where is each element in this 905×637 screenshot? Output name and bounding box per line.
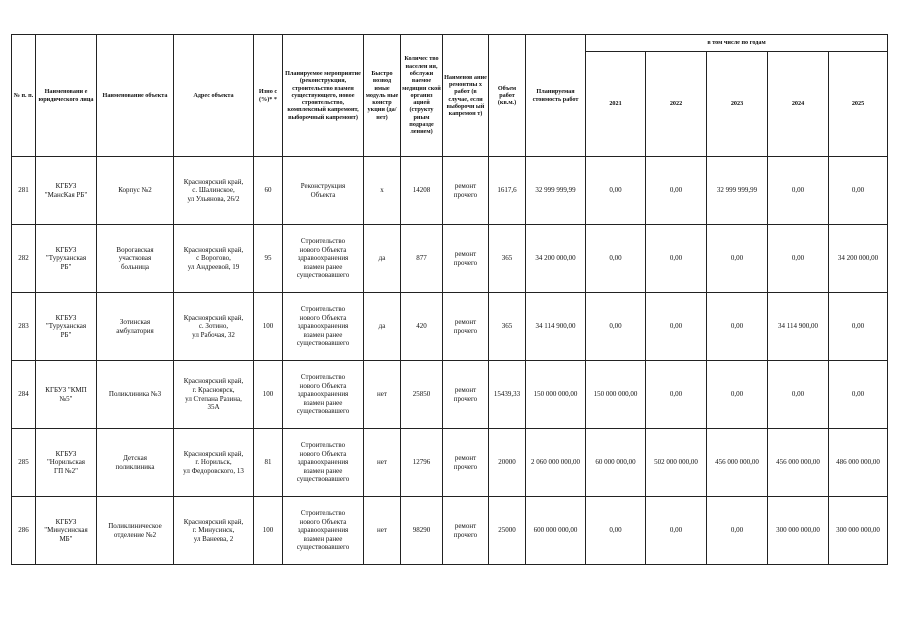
cell-wear: 81: [254, 429, 283, 497]
cell-object: [97, 225, 174, 293]
cell-address-line: ул Ванеева, 2: [193, 534, 234, 543]
cell-num: 284: [12, 361, 36, 429]
cell-object-line: Ворогавская: [116, 245, 154, 254]
cell-cost: 34 114 900,00: [526, 293, 586, 361]
cell-planned-measure-line: существовавшего: [296, 475, 350, 484]
cell-repair-works-line: прочего: [453, 258, 478, 267]
cell-address-line: ул Федоровского, 13: [183, 466, 244, 475]
cell-volume: 25000: [489, 497, 526, 565]
table-body: [12, 157, 888, 565]
cell-org-line: "Минусинская: [44, 526, 88, 535]
cell-address-line: ул Ульянова, 26/2: [187, 194, 240, 203]
cell-population: 25850: [401, 361, 443, 429]
cell-org-line: ГП №2": [54, 466, 78, 475]
cell-address-line: Красноярский край,: [183, 177, 244, 186]
cell-planned-measure-line: Строительство: [300, 509, 346, 518]
header-num: № п. п.: [12, 35, 36, 157]
table-row: [12, 225, 888, 293]
cell-year-amount: 0,00: [646, 497, 707, 565]
cell-modular: да: [364, 225, 401, 293]
cell-address-line: с Ворогово,: [196, 254, 231, 263]
cell-planned-measure-line: Строительство: [300, 373, 346, 382]
cell-year-amount: 0,00: [768, 225, 829, 293]
cell-modular: да: [364, 293, 401, 361]
cell-repair-works-line: ремонт: [454, 317, 477, 326]
cell-wear: 100: [254, 497, 283, 565]
cell-year-amount: 456 000 000,00: [768, 429, 829, 497]
table-row: [12, 361, 888, 429]
cell-repair-works-line: ремонт: [454, 385, 477, 394]
cell-address-line: с. Шалинское,: [192, 186, 235, 195]
cell-address: [174, 429, 254, 497]
cell-planned-measure-line: Строительство: [300, 441, 346, 450]
cell-wear: 100: [254, 361, 283, 429]
investment-table: [11, 34, 888, 565]
cell-year-amount: 486 000 000,00: [829, 429, 888, 497]
cell-org-line: МБ": [59, 534, 73, 543]
header-year: 2022: [646, 52, 707, 157]
cell-num: 282: [12, 225, 36, 293]
cell-population: 98290: [401, 497, 443, 565]
cell-object-line: поликлиника: [115, 462, 155, 471]
header-repair-works: Наименов ание ремонтны х работ (в случае, если выборочн ый капремон т): [443, 35, 489, 157]
cell-address-line: ул Рабочая, 32: [192, 330, 235, 339]
cell-org-line: КГБУЗ: [55, 449, 77, 458]
cell-org: [36, 225, 97, 293]
cell-object-line: Зотинская: [119, 317, 151, 326]
cell-object-line: участковая: [118, 254, 152, 263]
cell-cost: 34 200 000,00: [526, 225, 586, 293]
cell-address-line: г. Красноярск,: [192, 385, 235, 394]
cell-repair-works: [443, 361, 489, 429]
cell-volume: 15439,33: [489, 361, 526, 429]
cell-modular: нет: [364, 429, 401, 497]
cell-year-amount: 300 000 000,00: [768, 497, 829, 565]
cell-num: 286: [12, 497, 36, 565]
cell-planned-measure: [283, 293, 364, 361]
cell-object-line: Детская: [123, 453, 147, 462]
cell-population: 420: [401, 293, 443, 361]
cell-planned-measure-line: нового Объекта: [299, 313, 347, 322]
header-year: 2024: [768, 52, 829, 157]
cell-object: [97, 293, 174, 361]
cell-object: [97, 429, 174, 497]
cell-num: 285: [12, 429, 36, 497]
cell-planned-measure-line: Строительство: [300, 237, 346, 246]
cell-repair-works-line: прочего: [453, 462, 478, 471]
cell-year-amount: 456 000 000,00: [707, 429, 768, 497]
cell-org: [36, 497, 97, 565]
cell-year-amount: 0,00: [707, 293, 768, 361]
cell-modular: нет: [364, 497, 401, 565]
cell-org: [36, 361, 97, 429]
cell-address-line: Красноярский край,: [183, 377, 244, 386]
cell-volume: 1617,6: [489, 157, 526, 225]
cell-year-amount: 0,00: [586, 225, 646, 293]
cell-year-amount: 34 114 900,00: [768, 293, 829, 361]
cell-address: [174, 293, 254, 361]
cell-planned-measure-line: здравоохранения: [297, 526, 349, 535]
cell-address-line: ул Степана Разина,: [185, 394, 242, 403]
cell-address-line: Красноярский край,: [183, 449, 244, 458]
cell-population: 12796: [401, 429, 443, 497]
cell-org-line: КГБУЗ: [55, 313, 77, 322]
cell-address-line: г. Минусинск,: [192, 526, 235, 535]
cell-repair-works-line: прочего: [453, 530, 478, 539]
cell-planned-measure: [283, 497, 364, 565]
header-year: 2021: [586, 52, 646, 157]
cell-year-amount: 502 000 000,00: [646, 429, 707, 497]
cell-year-amount: 0,00: [586, 293, 646, 361]
cell-year-amount: 0,00: [829, 361, 888, 429]
cell-planned-measure-line: взамен ранее: [303, 534, 343, 543]
table-row: [12, 293, 888, 361]
cell-cost: 150 000 000,00: [526, 361, 586, 429]
cell-planned-measure-line: взамен ранее: [303, 330, 343, 339]
cell-year-amount: 0,00: [768, 157, 829, 225]
header-cost: Планируемая стоимость работ: [526, 35, 586, 157]
cell-repair-works-line: ремонт: [454, 181, 477, 190]
cell-address: [174, 225, 254, 293]
cell-year-amount: 0,00: [646, 225, 707, 293]
cell-planned-measure-line: здравоохранения: [297, 254, 349, 263]
cell-repair-works: [443, 157, 489, 225]
cell-planned-measure-line: существовавшего: [296, 407, 350, 416]
cell-planned-measure-line: существовавшего: [296, 339, 350, 348]
cell-year-amount: 0,00: [768, 361, 829, 429]
header-address: Адрес объекта: [174, 35, 254, 157]
cell-object-line: Корпус №2: [118, 186, 152, 195]
cell-org-line: РБ": [60, 262, 72, 271]
cell-planned-measure-line: Объекта: [310, 190, 336, 199]
cell-repair-works: [443, 497, 489, 565]
cell-org-line: КГБУЗ: [55, 245, 77, 254]
cell-planned-measure: [283, 225, 364, 293]
cell-object-line: Поликлиника №3: [108, 390, 162, 399]
cell-year-amount: 0,00: [707, 497, 768, 565]
table-row: [12, 497, 888, 565]
cell-num: 283: [12, 293, 36, 361]
cell-volume: 365: [489, 293, 526, 361]
cell-object-line: амбулатория: [116, 326, 154, 335]
header-volume: Объем работ (кв.м.): [489, 35, 526, 157]
cell-planned-measure-line: взамен ранее: [303, 466, 343, 475]
cell-address-line: 35А: [207, 403, 220, 412]
cell-population: 14208: [401, 157, 443, 225]
cell-volume: 20000: [489, 429, 526, 497]
cell-object-line: Поликлиническое: [108, 521, 162, 530]
cell-planned-measure: [283, 361, 364, 429]
cell-planned-measure-line: нового Объекта: [299, 381, 347, 390]
cell-year-amount: 32 999 999,99: [707, 157, 768, 225]
cell-repair-works-line: прочего: [453, 190, 478, 199]
cell-org-line: №5": [59, 394, 73, 403]
table-row: [12, 157, 888, 225]
cell-address-line: с. Зотино,: [198, 322, 229, 331]
cell-volume: 365: [489, 225, 526, 293]
cell-repair-works-line: ремонт: [454, 249, 477, 258]
cell-org-line: "МансКая РБ": [44, 190, 88, 199]
cell-year-amount: 0,00: [646, 361, 707, 429]
cell-planned-measure-line: Реконструкция: [300, 181, 346, 190]
cell-object-line: больница: [121, 262, 149, 271]
cell-planned-measure-line: взамен ранее: [303, 262, 343, 271]
cell-planned-measure-line: нового Объекта: [299, 245, 347, 254]
cell-address-line: ул Андреевой, 19: [187, 262, 240, 271]
header-years-group: в том числе по годам: [586, 35, 888, 52]
cell-year-amount: 0,00: [646, 157, 707, 225]
cell-repair-works-line: ремонт: [454, 453, 477, 462]
cell-year-amount: 0,00: [707, 361, 768, 429]
cell-year-amount: 34 200 000,00: [829, 225, 888, 293]
header-year: 2025: [829, 52, 888, 157]
cell-planned-measure-line: существовавшего: [296, 543, 350, 552]
cell-year-amount: 0,00: [646, 293, 707, 361]
cell-address: [174, 361, 254, 429]
cell-org-line: КГБУЗ: [55, 181, 77, 190]
cell-org-line: РБ": [60, 330, 72, 339]
cell-year-amount: 150 000 000,00: [586, 361, 646, 429]
cell-address: [174, 497, 254, 565]
header-planned-measure: Планируемое мероприятие (реконструкция, строительство взамен существующего, новое строительство, комплексный капремонт, выборочный капремонт): [283, 35, 364, 157]
cell-planned-measure-line: взамен ранее: [303, 398, 343, 407]
cell-cost: 600 000 000,00: [526, 497, 586, 565]
cell-wear: 95: [254, 225, 283, 293]
cell-org-line: "Туруханская: [45, 254, 87, 263]
cell-org: [36, 429, 97, 497]
cell-planned-measure-line: нового Объекта: [299, 449, 347, 458]
cell-address: [174, 157, 254, 225]
header-year: 2023: [707, 52, 768, 157]
cell-planned-measure-line: Строительство: [300, 305, 346, 314]
header-object: Наименование объекта: [97, 35, 174, 157]
cell-wear: 100: [254, 293, 283, 361]
cell-object: [97, 157, 174, 225]
cell-year-amount: 0,00: [829, 157, 888, 225]
cell-year-amount: 0,00: [707, 225, 768, 293]
cell-org-line: "Норильская: [46, 458, 86, 467]
cell-planned-measure-line: здравоохранения: [297, 458, 349, 467]
header-modular: Быстро возвод имые модуль ные констр укции (да/нет): [364, 35, 401, 157]
cell-repair-works-line: ремонт: [454, 521, 477, 530]
cell-object: [97, 361, 174, 429]
header-wear: Изно с (%)* *: [254, 35, 283, 157]
cell-address-line: г. Норильск,: [195, 458, 232, 467]
cell-planned-measure-line: здравоохранения: [297, 390, 349, 399]
cell-modular: нет: [364, 361, 401, 429]
cell-year-amount: 0,00: [586, 157, 646, 225]
cell-org: [36, 293, 97, 361]
cell-org-line: "Туруханская: [45, 322, 87, 331]
header-org: Наименовани е юридического лица: [36, 35, 97, 157]
cell-year-amount: 0,00: [586, 497, 646, 565]
cell-num: 281: [12, 157, 36, 225]
cell-planned-measure-line: здравоохранения: [297, 322, 349, 331]
cell-population: 877: [401, 225, 443, 293]
cell-planned-measure-line: существовавшего: [296, 271, 350, 280]
cell-repair-works-line: прочего: [453, 394, 478, 403]
cell-planned-measure: [283, 429, 364, 497]
cell-org: [36, 157, 97, 225]
cell-repair-works: [443, 225, 489, 293]
table-row: [12, 429, 888, 497]
cell-repair-works: [443, 429, 489, 497]
cell-org-line: КГБУЗ: [55, 517, 77, 526]
cell-cost: 2 060 000 000,00: [526, 429, 586, 497]
cell-cost: 32 999 999,99: [526, 157, 586, 225]
cell-year-amount: 60 000 000,00: [586, 429, 646, 497]
cell-object: [97, 497, 174, 565]
cell-address-line: Красноярский край,: [183, 313, 244, 322]
cell-address-line: Красноярский край,: [183, 245, 244, 254]
cell-repair-works-line: прочего: [453, 326, 478, 335]
header-population: Количес тво населен ия, обслужи ваемое медицин ской организ ацией (структу рным подразде лением): [401, 35, 443, 157]
cell-address-line: Красноярский край,: [183, 517, 244, 526]
cell-modular: х: [364, 157, 401, 225]
cell-wear: 60: [254, 157, 283, 225]
cell-planned-measure-line: нового Объекта: [299, 517, 347, 526]
cell-planned-measure: [283, 157, 364, 225]
cell-repair-works: [443, 293, 489, 361]
cell-object-line: отделение №2: [113, 530, 157, 539]
cell-year-amount: 0,00: [829, 293, 888, 361]
cell-org-line: КГБУЗ "КМП: [45, 385, 87, 394]
cell-year-amount: 300 000 000,00: [829, 497, 888, 565]
